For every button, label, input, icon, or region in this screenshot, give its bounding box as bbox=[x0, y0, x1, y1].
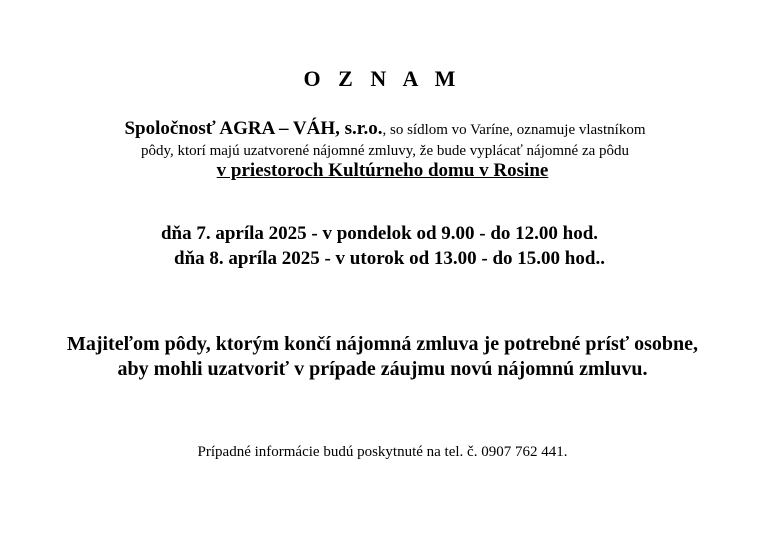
venue-heading: v priestoroch Kultúrneho domu v Rosine bbox=[216, 160, 549, 181]
schedule-block bbox=[0, 221, 765, 271]
intro-line2: pôdy, ktorí majú uzatvorené nájomné zmluvy, že bude vyplácať nájomné za pôdu bbox=[140, 143, 630, 159]
contract-notice: Majiteľom pôdy, ktorým končí nájomná zmluva je potrebné prísť osobne, aby mohli uzatvoriť v prípade záujmu novú nájomnú zmluvu. bbox=[66, 333, 699, 380]
intro-line1-rest: , so sídlom vo Varíne, oznamuje vlastníkom bbox=[382, 122, 646, 138]
page-title: O Z N A M bbox=[303, 66, 462, 91]
intro-paragraph bbox=[40, 118, 730, 162]
schedule-line-1: dňa 7. apríla 2025 - v pondelok od 9.00 - do 12.00 hod. bbox=[160, 223, 599, 244]
contact-info: Prípadné informácie budú poskytnuté na tel. č. 0907 762 441. bbox=[197, 444, 568, 460]
company-name: Spoločnosť AGRA – VÁH, s.r.o. bbox=[124, 118, 383, 139]
schedule-line-2: dňa 8. apríla 2025 - v utorok od 13.00 - do 15.00 hod.. bbox=[174, 248, 605, 269]
